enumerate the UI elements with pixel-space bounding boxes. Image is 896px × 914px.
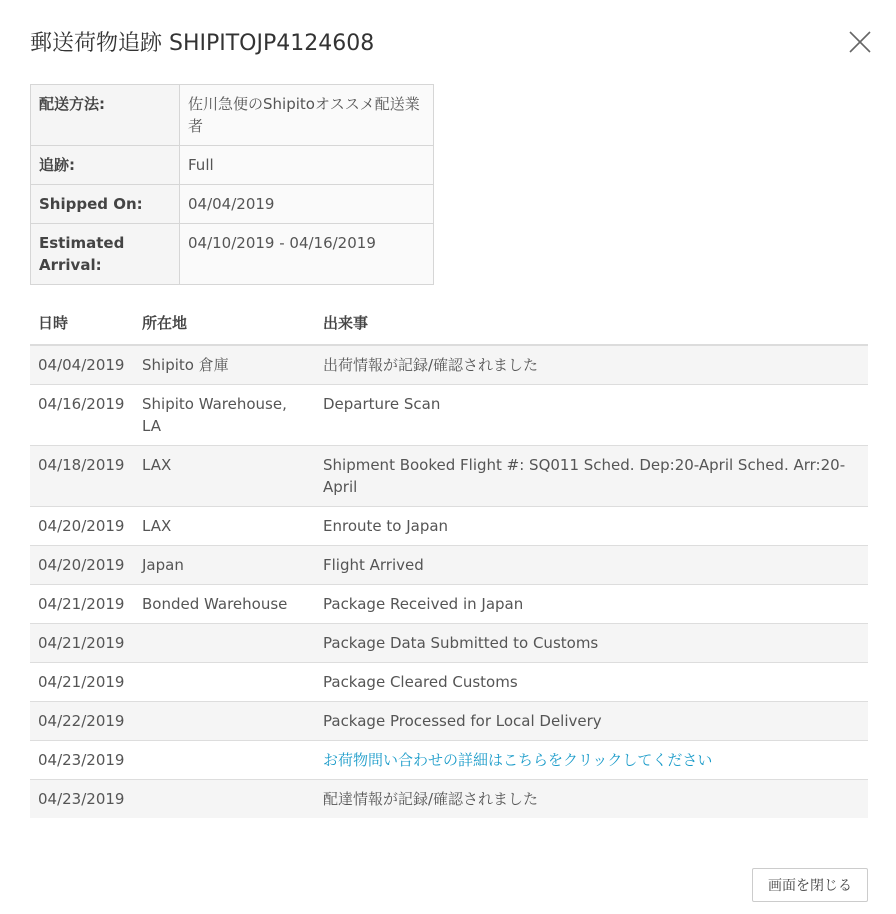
modal-title: 郵送荷物追跡 SHIPITOJP4124608 <box>30 31 375 56</box>
info-row-tracking <box>31 146 434 185</box>
table-row <box>30 385 868 446</box>
event-date: 04/20/2019 <box>30 546 134 585</box>
event-date: 04/21/2019 <box>30 585 134 624</box>
info-label: Estimated Arrival: <box>31 224 180 285</box>
table-row <box>30 702 868 741</box>
close-window-button[interactable]: 画面を閉じる <box>752 868 868 902</box>
table-row <box>30 446 868 507</box>
event-description: Flight Arrived <box>315 546 868 585</box>
tracking-events-table <box>30 304 868 818</box>
event-description: Package Processed for Local Delivery <box>315 702 868 741</box>
event-date: 04/22/2019 <box>30 702 134 741</box>
event-date: 04/23/2019 <box>30 741 134 780</box>
info-row-estimated-arrival <box>31 224 434 285</box>
close-icon[interactable] <box>846 28 874 56</box>
info-row-shipped-on <box>31 185 434 224</box>
event-date: 04/20/2019 <box>30 507 134 546</box>
event-location: Japan <box>134 546 315 585</box>
event-location <box>134 780 315 819</box>
table-row <box>30 780 868 819</box>
event-date: 04/23/2019 <box>30 780 134 819</box>
event-description: Departure Scan <box>315 385 868 446</box>
event-description: Shipment Booked Flight #: SQ011 Sched. Dep:20-April Sched. Arr:20-April <box>315 446 868 507</box>
event-location <box>134 663 315 702</box>
event-description-cell <box>315 741 868 780</box>
event-location <box>134 741 315 780</box>
info-value: Full <box>180 146 434 185</box>
event-description: Package Data Submitted to Customs <box>315 624 868 663</box>
column-header-date: 日時 <box>30 304 134 345</box>
shipment-info-table <box>30 84 434 285</box>
inquiry-details-link[interactable]: お荷物問い合わせの詳細はこちらをクリックしてください <box>323 751 713 769</box>
info-label: Shipped On: <box>31 185 180 224</box>
info-label: 追跡: <box>31 146 180 185</box>
event-date: 04/16/2019 <box>30 385 134 446</box>
event-location: Shipito Warehouse, LA <box>134 385 315 446</box>
info-label: 配送方法: <box>31 85 180 146</box>
event-location: Bonded Warehouse <box>134 585 315 624</box>
table-row <box>30 741 868 780</box>
event-date: 04/21/2019 <box>30 663 134 702</box>
event-description: 配達情報が記録/確認されました <box>315 780 868 819</box>
table-row <box>30 546 868 585</box>
info-value: 佐川急便のShipitoオススメ配送業者 <box>180 85 434 146</box>
info-value: 04/04/2019 <box>180 185 434 224</box>
table-header-row <box>30 304 868 345</box>
event-location <box>134 624 315 663</box>
column-header-location: 所在地 <box>134 304 315 345</box>
event-date: 04/21/2019 <box>30 624 134 663</box>
event-date: 04/18/2019 <box>30 446 134 507</box>
event-location: Shipito 倉庫 <box>134 345 315 385</box>
table-row <box>30 624 868 663</box>
info-value: 04/10/2019 - 04/16/2019 <box>180 224 434 285</box>
event-description: Package Received in Japan <box>315 585 868 624</box>
info-row-shipping-method <box>31 85 434 146</box>
event-location: LAX <box>134 507 315 546</box>
event-description: Package Cleared Customs <box>315 663 868 702</box>
event-location <box>134 702 315 741</box>
event-description: 出荷情報が記録/確認されました <box>315 345 868 385</box>
table-row <box>30 585 868 624</box>
event-date: 04/04/2019 <box>30 345 134 385</box>
event-location: LAX <box>134 446 315 507</box>
column-header-event: 出来事 <box>315 304 868 345</box>
table-row <box>30 345 868 385</box>
event-description: Enroute to Japan <box>315 507 868 546</box>
table-row <box>30 663 868 702</box>
table-row <box>30 507 868 546</box>
